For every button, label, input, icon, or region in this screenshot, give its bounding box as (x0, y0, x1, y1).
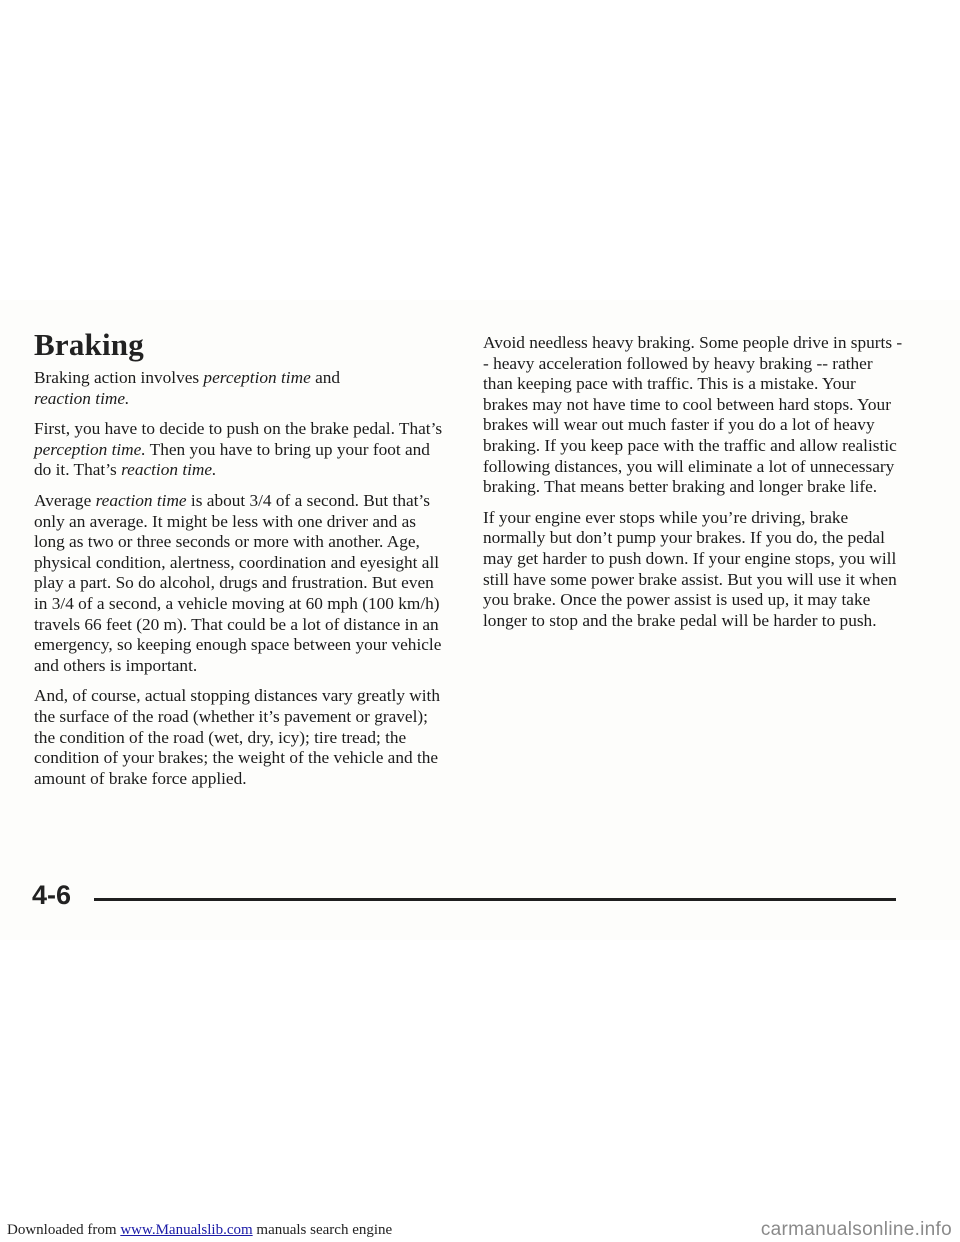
paragraph-needless-braking: Avoid needless heavy braking. Some people drive in spurts -- heavy acceleration followed by heavy braking -- rather than keeping pace with traffic. This is a mistake. Your brakes may not have time to cool between hard stops. Your brakes will wear out much faster if you do a lot of heavy braking. If you keep pace with the traffic and allow realistic following distances, you will eliminate a lot of unnecessary braking. That means better braking and longer brake life. (483, 333, 903, 497)
right-column (483, 333, 903, 641)
paragraph-stopping-distances: And, of course, actual stopping distances vary greatly with the surface of the road (whether it’s pavement or gravel); the condition of the road (wet, dry, icy); tire tread; the condition of your brakes; the weight of the vehicle and the amount of brake force applied. (34, 686, 440, 788)
paragraph-decide-push (34, 419, 449, 481)
italic-term: reaction time. (121, 460, 217, 480)
paragraph-engine-stops: If your engine ever stops while you’re driving, brake normally but don’t pump your brakes. If you do, the pedal may get harder to push down. If your engine stops, you will still have some power brake assist. But you will use it when you brake. Once the power assist is used up, it may take longer to stop and the brake pedal will be harder to push. (483, 507, 897, 630)
section-title: Braking (34, 327, 144, 362)
text-run: Braking action involves (34, 368, 204, 387)
italic-term: reaction time (95, 490, 187, 510)
paragraph-perception-reaction (34, 368, 449, 409)
download-footer (7, 1222, 392, 1239)
text-run: Average (34, 490, 96, 510)
watermark: carmanualsonline.info (760, 1219, 952, 1240)
paragraph-average-reaction (34, 491, 449, 676)
left-column (34, 368, 449, 799)
text-run: and (310, 368, 341, 387)
text-run: is about 3/4 of a second. But that’s only an average. It might be less with one driver and as long as two or three seconds or more with another. Age, physical condition, alertness, coordination and eyesight all play a part. So do alcohol, drugs and frustration. But even in 3/4 of a second, a vehicle moving at 60 mph (100 km/h) travels 66 feet (20 m). That could be a lot of distance in an emergency, so keeping enough space between your vehicle and others is important. (34, 490, 442, 675)
footer-rule (94, 898, 896, 901)
text-run: First, you have to decide to push on the brake pedal. That’s (34, 419, 443, 439)
italic-term: perception time. (34, 439, 146, 459)
page-number: 4-6 (32, 880, 72, 910)
manualslib-link[interactable]: www.Manualslib.com (120, 1222, 253, 1238)
italic-term: reaction time. (34, 388, 130, 408)
footer-prefix: Downloaded from (7, 1222, 121, 1238)
italic-term: perception time (203, 368, 311, 387)
text-run: Then you have to bring up your foot and do it. That’s (34, 439, 430, 480)
footer-suffix: manuals search engine (252, 1222, 393, 1238)
